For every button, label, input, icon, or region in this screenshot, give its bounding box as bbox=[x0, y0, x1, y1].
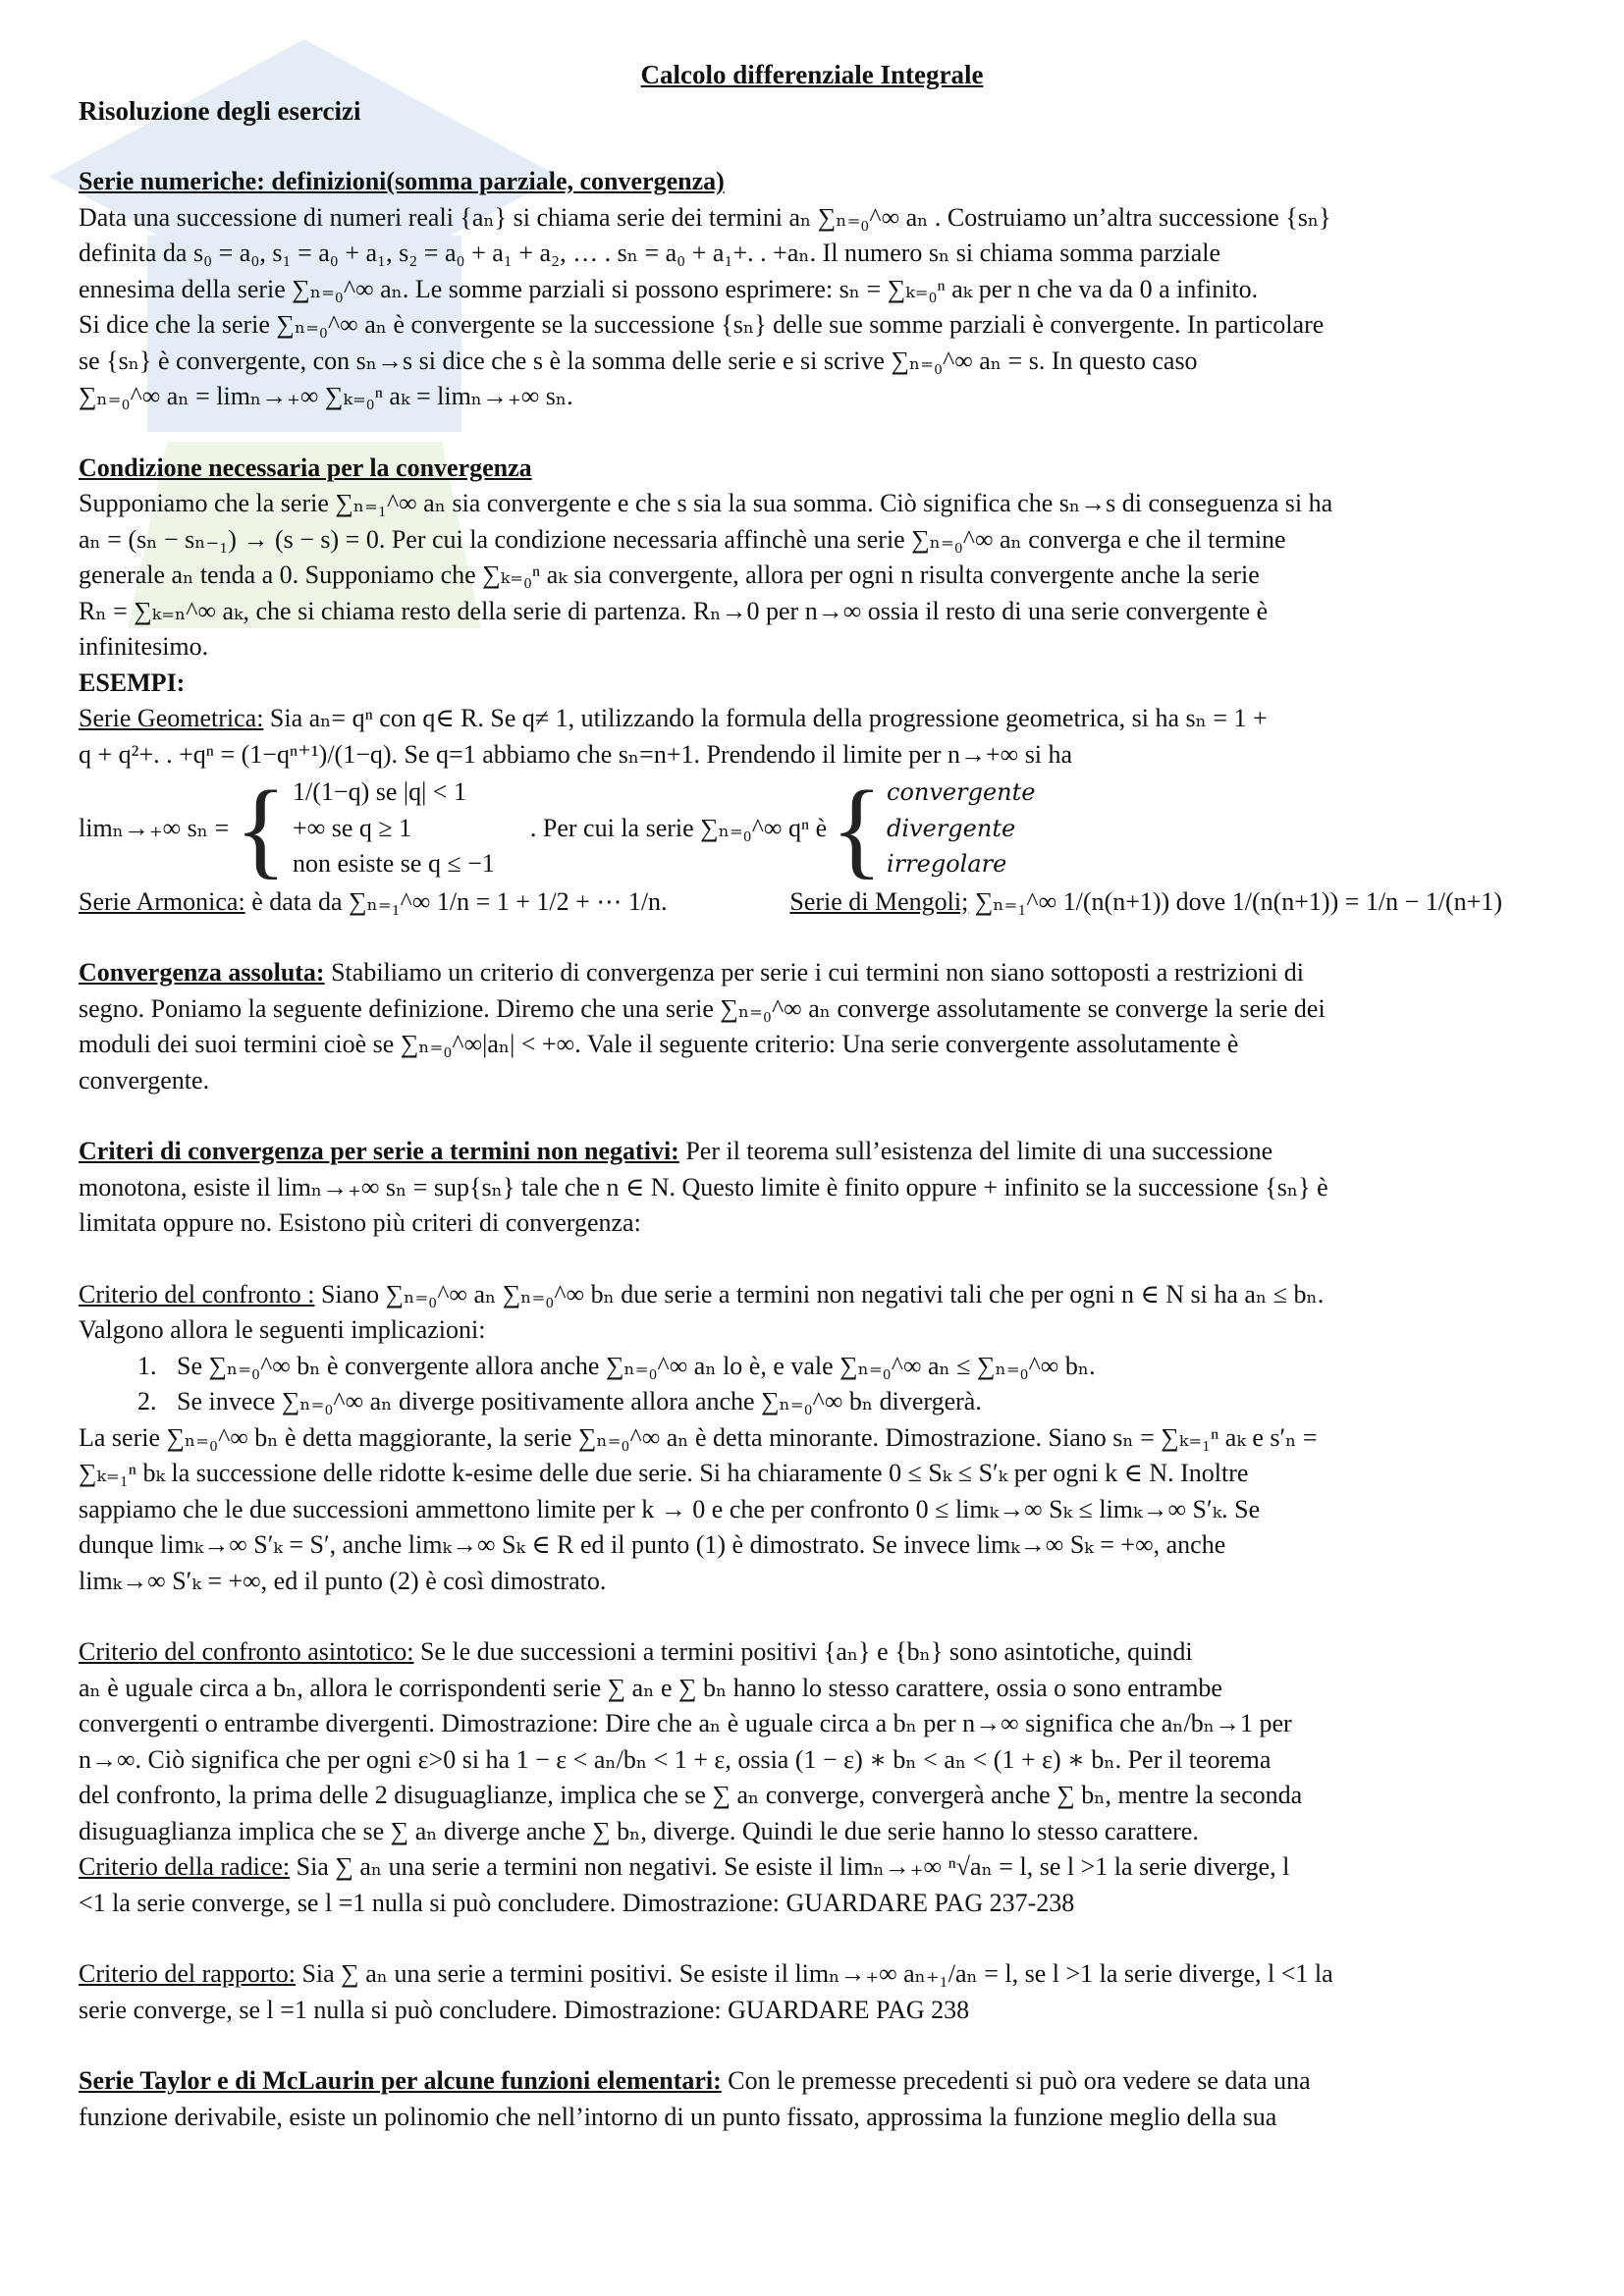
text-line: definita da s₀ = a₀, s₁ = a₀ + a₁, s₂ = a₀ + a₁ + a₂, … . sₙ = a₀ + a₁+. . +aₙ. Il numero sₙ si chiama somma parziale bbox=[79, 239, 1221, 267]
text-line: infinitesimo. bbox=[79, 632, 209, 661]
section-esempi bbox=[79, 666, 1545, 921]
text-line: Si dice che la serie ∑ₙ₌₀^∞ aₙ è convergente se la successione {sₙ} delle sue somme parziali è convergente. In particolare bbox=[79, 310, 1325, 339]
armonica-label: Serie Armonica: bbox=[79, 886, 245, 916]
section-heading: ESEMPI: bbox=[79, 667, 186, 697]
criterion-label: Criterio della radice: bbox=[79, 1852, 291, 1881]
mengoli-text: ∑ₙ₌₁^∞ 1/(n(n+1)) dove 1/(n(n+1)) = 1/n − 1/(n+1) bbox=[968, 886, 1502, 916]
criterion-label: Criterio del confronto asintotico: bbox=[79, 1637, 414, 1666]
text-line: ∑ₙ₌₀^∞ aₙ = limₙ→₊∞ ∑ₖ₌₀ⁿ aₖ = limₙ→₊∞ sₙ. bbox=[79, 382, 573, 410]
section-heading: Criteri di convergenza per serie a termini non negativi: bbox=[79, 1137, 679, 1165]
mengoli-label: Serie di Mengoli; bbox=[789, 886, 969, 916]
section-rapporto bbox=[79, 1956, 1545, 2028]
cases-right bbox=[887, 774, 1035, 882]
left-brace-icon: { bbox=[235, 768, 288, 888]
section-heading: Convergenza assoluta: bbox=[79, 958, 325, 987]
limit-label: limₙ→₊∞ sₙ = bbox=[79, 813, 230, 842]
text-line: monotona, esiste il limₙ→₊∞ sₙ = sup{sₙ} tale che n ∈ N. Questo limite è finito oppure + infinito se la successione {sₙ} è bbox=[79, 1172, 1328, 1201]
section-serie bbox=[79, 164, 1545, 415]
text-line bbox=[79, 955, 1545, 991]
text-line: del confronto, la prima delle 2 disuguaglianze, implica che se ∑ aₙ converge, convergerà anche ∑ bₙ, mentre la seconda bbox=[79, 1781, 1303, 1809]
text-run: Sia ∑ aₙ una serie a termini non negativi. Se esiste il limₙ→₊∞ ⁿ√aₙ = l, se l >1 la serie diverge, l bbox=[290, 1852, 1290, 1881]
text-line: limitata oppure no. Esistono più criteri di convergenza: bbox=[79, 1208, 641, 1237]
case-item: irregolare bbox=[887, 850, 1007, 878]
text-line: limₖ→∞ S′ₖ = +∞, ed il punto (2) è così dimostrato. bbox=[79, 1566, 607, 1595]
text-line: sappiamo che le due successioni ammettono limite per k → 0 e che per confronto 0 ≤ limₖ→∞ Sₖ ≤ limₖ→∞ S′ₖ. Se bbox=[79, 1494, 1261, 1523]
text-line: aₙ = (sₙ − sₙ₋₁) → (s − s) = 0. Per cui la condizione necessaria affinchè una serie ∑ₙ₌₀^∞ aₙ converga e che il termine bbox=[79, 524, 1286, 554]
text-line: Supponiamo che la serie ∑ₙ₌₁^∞ aₙ sia convergente e che s sia la sua somma. Ciò significa che sₙ→s di conseguenza si ha bbox=[79, 489, 1333, 517]
criterion-label: Criterio del rapporto: bbox=[79, 1959, 296, 1988]
text-line: serie converge, se l =1 nulla si può concludere. Dimostrazione: GUARDARE PAG 238 bbox=[79, 1995, 970, 2024]
text-run: Per il teorema sull’esistenza del limite di una successione bbox=[678, 1137, 1273, 1165]
page-subtitle: Risoluzione degli esercizi bbox=[79, 95, 361, 126]
text-line: <1 la serie converge, se l =1 nulla si può concludere. Dimostrazione: GUARDARE PAG 237-238 bbox=[79, 1888, 1075, 1917]
section-heading: Serie numeriche: definizioni(somma parziale, convergenza) bbox=[79, 167, 725, 195]
case-item: divergente bbox=[887, 814, 1016, 842]
case-item: 1/(1−q) se |q| < 1 bbox=[293, 777, 466, 806]
text-run: Se le due successioni a termini positivi {aₙ} e {bₙ} sono asintotiche, quindi bbox=[413, 1637, 1193, 1666]
text-line: q + q²+. . +qⁿ = (1−qⁿ⁺¹)/(1−q). Se q=1 abbiamo che sₙ=n+1. Prendendo il limite per n→+∞ si ha bbox=[79, 739, 1073, 769]
per-cui-text: . Per cui la serie ∑ₙ₌₀^∞ qⁿ è bbox=[529, 813, 828, 842]
text-line bbox=[79, 1277, 1545, 1313]
text-line: convergente. bbox=[79, 1065, 210, 1095]
section-heading: Serie Taylor e di McLaurin per alcune funzioni elementari: bbox=[79, 2066, 722, 2095]
text-line bbox=[79, 701, 1545, 737]
list-item: 2. Se invece ∑ₙ₌₀^∞ aₙ diverge positivamente allora anche ∑ₙ₌₀^∞ bₙ divergerà. bbox=[163, 1384, 1545, 1420]
text-line: generale aₙ tenda a 0. Supponiamo che ∑ₖ₌₀ⁿ aₖ sia convergente, allora per ogni n risulta convergente anche la serie bbox=[79, 561, 1260, 589]
case-item: convergente bbox=[887, 778, 1036, 806]
text-line bbox=[79, 1956, 1545, 1993]
geo-text: Sia aₙ= qⁿ con q∈ R. Se q≠ 1, utilizzando la formula della progressione geometrica, si ha sₙ = 1 + bbox=[263, 704, 1268, 732]
text-line: n→∞. Ciò significa che per ogni ε>0 si ha 1 − ε < aₙ/bₙ < 1 + ε, ossia (1 − ε) ∗ bₙ < aₙ < (1 + ε) ∗ bₙ. Per il teorema bbox=[79, 1744, 1272, 1774]
text-line bbox=[79, 1849, 1545, 1886]
text-line: disuguaglianza implica che se ∑ aₙ diverge anche ∑ bₙ, diverge. Quindi le due serie hanno lo stesso carattere. bbox=[79, 1816, 1199, 1845]
text-line bbox=[79, 2063, 1545, 2100]
section-asintotico bbox=[79, 1634, 1545, 1849]
list-item: 1. Se ∑ₙ₌₀^∞ bₙ è convergente allora anche ∑ₙ₌₀^∞ aₙ lo è, e vale ∑ₙ₌₀^∞ aₙ ≤ ∑ₙ₌₀^∞ bₙ. bbox=[163, 1349, 1545, 1385]
text-run: Con le premesse precedenti si può ora vedere se data una bbox=[721, 2066, 1311, 2095]
limit-cases bbox=[79, 768, 1545, 888]
text-line: Data una successione di numeri reali {aₙ} si chiama serie dei termini aₙ ∑ₙ₌₀^∞ aₙ . Costruiamo un’altra successione {sₙ} bbox=[79, 202, 1331, 232]
text-line bbox=[79, 1134, 1545, 1170]
document-page bbox=[79, 57, 1545, 2135]
text-line: segno. Poniamo la seguente definizione. Diremo che una serie ∑ₙ₌₀^∞ aₙ converge assolutamente se converge la serie dei bbox=[79, 993, 1326, 1023]
text-line: La serie ∑ₙ₌₀^∞ bₙ è detta maggiorante, la serie ∑ₙ₌₀^∞ aₙ è detta minorante. Dimostrazione. Siano sₙ = ∑ₖ₌₁ⁿ aₖ e s′ₙ = bbox=[79, 1422, 1318, 1452]
criterion-label: Criterio del confronto : bbox=[79, 1279, 315, 1308]
section-taylor bbox=[79, 2063, 1545, 2135]
cases-left bbox=[293, 774, 495, 882]
text-run: Siano ∑ₙ₌₀^∞ aₙ ∑ₙ₌₀^∞ bₙ due serie a termini non negativi tali che per ogni n ∈ N si ha aₙ ≤ bₙ. bbox=[314, 1279, 1325, 1308]
mengoli bbox=[789, 884, 1502, 921]
armonica-text: è data da ∑ₙ₌₁^∞ 1/n = 1 + 1/2 + ⋯ 1/n. bbox=[244, 886, 668, 916]
section-criteri bbox=[79, 1134, 1545, 1242]
text-line bbox=[79, 1634, 1545, 1671]
case-item: non esiste se q ≤ −1 bbox=[293, 849, 495, 878]
text-line: se {sₙ} è convergente, con sₙ→s si dice che s è la somma delle serie e si scrive ∑ₙ₌₀^∞ aₙ = s. In questo caso bbox=[79, 346, 1198, 375]
text-line: funzione derivabile, esiste un polinomio che nell’intorno di un punto fissato, approssima la funzione meglio della sua bbox=[79, 2102, 1277, 2131]
text-line: moduli dei suoi termini cioè se ∑ₙ₌₀^∞|aₙ| < +∞. Vale il seguente criterio: Una serie convergente assolutamente è bbox=[79, 1030, 1239, 1058]
text-line: aₙ è uguale circa a bₙ, allora le corrispondenti serie ∑ aₙ e ∑ bₙ hanno lo stesso carattere, ossia o sono entrambe bbox=[79, 1673, 1222, 1702]
left-brace-icon: { bbox=[831, 768, 884, 888]
armonica bbox=[79, 884, 668, 921]
page-title: Calcolo differenziale Integrale bbox=[640, 60, 984, 89]
section-condizione bbox=[79, 451, 1545, 666]
text-line: Valgono allora le seguenti implicazioni: bbox=[79, 1315, 486, 1344]
implications-list bbox=[79, 1349, 1545, 1420]
text-line: dunque limₖ→∞ S′ₖ = S′, anche limₖ→∞ Sₖ ∈ R ed il punto (1) è dimostrato. Se invece limₖ→∞ Sₖ = +∞, anche bbox=[79, 1530, 1226, 1559]
case-item: +∞ se q ≥ 1 bbox=[293, 813, 412, 842]
text-line: convergenti o entrambe divergenti. Dimostrazione: Dire che aₙ è uguale circa a bₙ per n→∞ significa che aₙ/bₙ→1 per bbox=[79, 1709, 1292, 1737]
text-line: Rₙ = ∑ₖ₌ₙ^∞ aₖ, che si chiama resto della serie di partenza. Rₙ→0 per n→∞ ossia il resto di una serie convergente è bbox=[79, 596, 1269, 625]
text-line: ennesima della serie ∑ₙ₌₀^∞ aₙ. Le somme parziali si possono esprimere: sₙ = ∑ₖ₌₀ⁿ aₖ per n che va da 0 a infinito. bbox=[79, 274, 1259, 303]
text-run: Stabiliamo un criterio di convergenza per serie i cui termini non siano sottoposti a restrizioni di bbox=[324, 958, 1304, 987]
section-assoluta bbox=[79, 955, 1545, 1098]
geo-label: Serie Geometrica: bbox=[79, 704, 264, 732]
section-confronto bbox=[79, 1277, 1545, 1600]
text-run: Sia ∑ aₙ una serie a termini positivi. Se esiste il limₙ→₊∞ aₙ₊₁/aₙ = l, se l >1 la serie diverge, l <1 la bbox=[295, 1959, 1333, 1988]
text-line: ∑ₖ₌₁ⁿ bₖ la successione delle ridotte k-esime delle due serie. Si ha chiaramente 0 ≤ Sₖ ≤ S′ₖ per ogni k ∈ N. Inoltre bbox=[79, 1459, 1249, 1487]
section-heading: Condizione necessaria per la convergenza bbox=[79, 453, 532, 482]
section-radice bbox=[79, 1849, 1545, 1921]
armonica-mengoli-row bbox=[79, 884, 1502, 921]
